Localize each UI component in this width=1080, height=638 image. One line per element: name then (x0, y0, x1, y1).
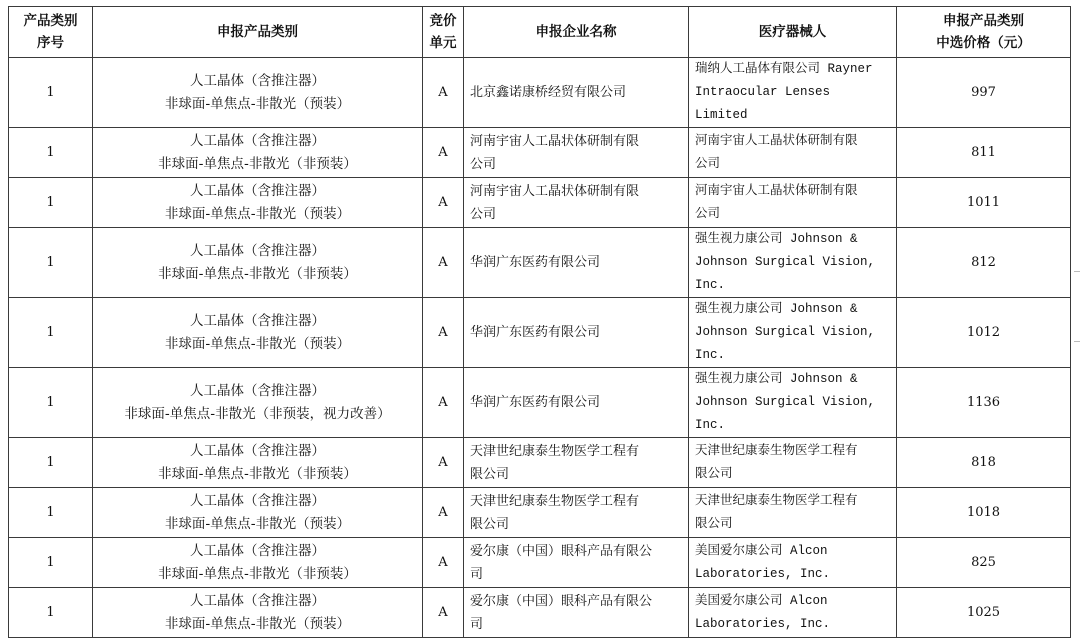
unit-cell: A (423, 438, 464, 488)
price-cell: 812 (897, 228, 1071, 298)
company-cell: 北京鑫诺康桥经贸有限公司 (464, 58, 689, 128)
unit-cell: A (423, 488, 464, 538)
price-cell: 818 (897, 438, 1071, 488)
category-cell: 人工晶体（含推注器） 非球面-单焦点-非散光（非预装） (93, 438, 423, 488)
table-row (9, 58, 1071, 128)
table-row (9, 438, 1071, 488)
header-category: 申报产品类别 (93, 7, 423, 58)
header-seq: 产品类别 序号 (9, 7, 93, 58)
company-cell: 华润广东医药有限公司 (464, 368, 689, 438)
header-row (9, 7, 1071, 58)
table-row (9, 538, 1071, 588)
company-cell: 天津世纪康泰生物医学工程有 限公司 (464, 438, 689, 488)
category-cell: 人工晶体（含推注器） 非球面-单焦点-非散光（预装） (93, 588, 423, 638)
category-cell: 人工晶体（含推注器） 非球面-单焦点-非散光（非预装） (93, 538, 423, 588)
table-row (9, 368, 1071, 438)
category-cell: 人工晶体（含推注器） 非球面-单焦点-非散光（非预装） (93, 128, 423, 178)
company-cell: 天津世纪康泰生物医学工程有 限公司 (464, 488, 689, 538)
procurement-table (8, 6, 1071, 638)
maker-cell: 河南宇宙人工晶状体研制有限 公司 (689, 178, 897, 228)
category-cell: 人工晶体（含推注器） 非球面-单焦点-非散光（非预装） (93, 228, 423, 298)
seq-cell: 1 (9, 438, 93, 488)
maker-cell: 瑞纳人工晶体有限公司 Rayner Intraocular Lenses Limited (689, 58, 897, 128)
seq-cell: 1 (9, 128, 93, 178)
seq-cell: 1 (9, 588, 93, 638)
category-cell: 人工晶体（含推注器） 非球面-单焦点-非散光（预装） (93, 488, 423, 538)
edge-divider (1074, 341, 1080, 342)
unit-cell: A (423, 128, 464, 178)
category-cell: 人工晶体（含推注器） 非球面-单焦点-非散光（预装） (93, 58, 423, 128)
price-cell: 997 (897, 58, 1071, 128)
category-cell: 人工晶体（含推注器） 非球面-单焦点-非散光（预装） (93, 298, 423, 368)
maker-cell: 美国爱尔康公司 Alcon Laboratories, Inc. (689, 588, 897, 638)
unit-cell: A (423, 538, 464, 588)
seq-cell: 1 (9, 178, 93, 228)
maker-cell: 天津世纪康泰生物医学工程有 限公司 (689, 488, 897, 538)
unit-cell: A (423, 178, 464, 228)
price-cell: 1136 (897, 368, 1071, 438)
table-row (9, 488, 1071, 538)
table-row (9, 178, 1071, 228)
price-cell: 1018 (897, 488, 1071, 538)
table-row (9, 588, 1071, 638)
price-cell: 811 (897, 128, 1071, 178)
company-cell: 河南宇宙人工晶状体研制有限 公司 (464, 128, 689, 178)
price-cell: 1011 (897, 178, 1071, 228)
price-cell: 825 (897, 538, 1071, 588)
company-cell: 爱尔康（中国）眼科产品有限公 司 (464, 588, 689, 638)
category-cell: 人工晶体（含推注器） 非球面-单焦点-非散光（预装） (93, 178, 423, 228)
company-cell: 爱尔康（中国）眼科产品有限公 司 (464, 538, 689, 588)
price-cell: 1012 (897, 298, 1071, 368)
seq-cell: 1 (9, 298, 93, 368)
maker-cell: 强生视力康公司 Johnson & Johnson Surgical Vision, Inc. (689, 228, 897, 298)
unit-cell: A (423, 228, 464, 298)
table-row (9, 298, 1071, 368)
seq-cell: 1 (9, 58, 93, 128)
category-cell: 人工晶体（含推注器） 非球面-单焦点-非散光（非预装，视力改善） (93, 368, 423, 438)
header-maker: 医疗器械人 (689, 7, 897, 58)
header-company: 申报企业名称 (464, 7, 689, 58)
maker-cell: 河南宇宙人工晶状体研制有限 公司 (689, 128, 897, 178)
company-cell: 华润广东医药有限公司 (464, 298, 689, 368)
seq-cell: 1 (9, 488, 93, 538)
unit-cell: A (423, 298, 464, 368)
maker-cell: 美国爱尔康公司 Alcon Laboratories, Inc. (689, 538, 897, 588)
edge-divider (1074, 271, 1080, 272)
header-unit: 竞价 单元 (423, 7, 464, 58)
maker-cell: 强生视力康公司 Johnson & Johnson Surgical Vision, Inc. (689, 368, 897, 438)
price-cell: 1025 (897, 588, 1071, 638)
company-cell: 河南宇宙人工晶状体研制有限 公司 (464, 178, 689, 228)
seq-cell: 1 (9, 538, 93, 588)
maker-cell: 天津世纪康泰生物医学工程有 限公司 (689, 438, 897, 488)
header-price: 申报产品类别 中选价格（元） (897, 7, 1071, 58)
seq-cell: 1 (9, 368, 93, 438)
table-row (9, 228, 1071, 298)
unit-cell: A (423, 368, 464, 438)
unit-cell: A (423, 58, 464, 128)
unit-cell: A (423, 588, 464, 638)
company-cell: 华润广东医药有限公司 (464, 228, 689, 298)
seq-cell: 1 (9, 228, 93, 298)
maker-cell: 强生视力康公司 Johnson & Johnson Surgical Vision, Inc. (689, 298, 897, 368)
table-row (9, 128, 1071, 178)
